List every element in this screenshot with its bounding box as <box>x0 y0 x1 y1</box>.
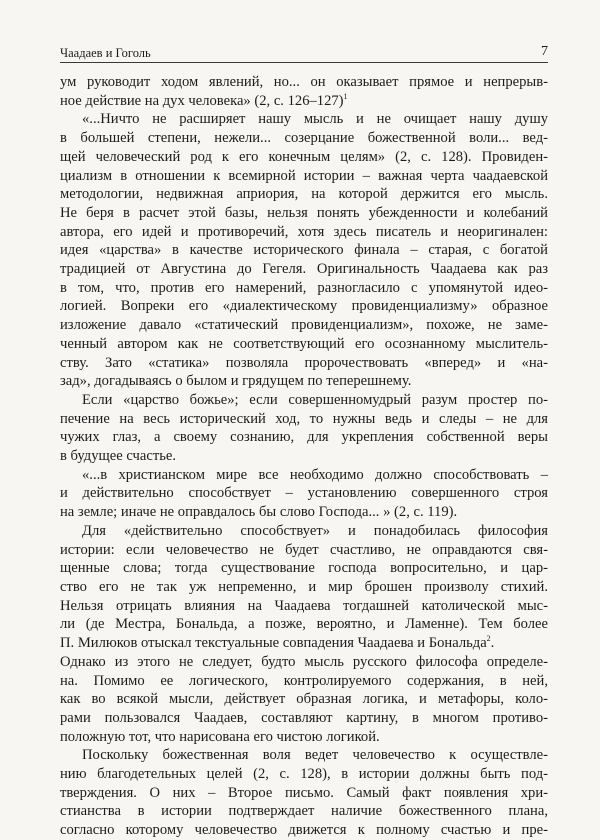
text-line <box>60 634 548 653</box>
text-line: логией. Вопреки его «диалектическому провиденциализму» образное <box>60 298 548 315</box>
text-line: согласно которому человечество движется к полному счастью и пре- <box>60 822 548 839</box>
paragraph-7 <box>60 746 548 840</box>
text-line: на. Помимо ее логического, контролируемого содержания, в ней, <box>60 672 548 689</box>
text-line: положную тот, что нарисована его чистою логикой. <box>60 728 380 745</box>
text-line: рами пользовался Чаадаев, составляют картину, в многом противо- <box>60 709 548 726</box>
text-line: ченный автором как не соответствующий его осознанному мыслитель- <box>60 335 548 352</box>
footnote-mark: 1 <box>343 91 348 101</box>
text-line: ум руководит ходом явлений, но... он оказывает прямое и непрерыв- <box>60 74 548 90</box>
text-line: «...в христианском мире все необходимо должно способствовать – <box>82 466 548 483</box>
text-line: традицией от Августина до Гегеля. Оригинальность Чаадаева как раз <box>60 261 548 278</box>
page-number: 7 <box>541 44 548 59</box>
text-line: идея «царства» в качестве исторического финала – старая, с богатой <box>60 242 548 259</box>
text-line: и действительно способствует – установлению совершенного строя <box>60 485 548 502</box>
text-line-content: П. Милюков отыскал текстуальные совпадения Чаадаева и Бональда <box>60 635 487 652</box>
paragraph-2 <box>60 110 548 391</box>
body-text <box>60 73 548 840</box>
page-header <box>60 44 548 64</box>
paragraph-6 <box>60 653 548 747</box>
text-line: изложение давало «статический провиденциализм», похоже, не заме- <box>60 317 548 334</box>
text-line: истории: если человечество не будет счастливо, не оправдаются свя- <box>60 541 548 558</box>
text-line: Однако из этого не следует, будто мысль русского философа определе- <box>60 653 548 670</box>
paragraph-4-quote <box>60 466 548 522</box>
text-line <box>60 92 548 111</box>
text-line-content: ное действие на дух человека» (2, с. 126–127) <box>60 92 344 109</box>
text-line: Не беря в расчет этой базы, нельзя понять убежденности и колебаний <box>60 204 548 221</box>
text-line: Поскольку божественная воля ведет человечество к осуществле- <box>82 747 548 764</box>
text-line: щенные слова; тогда существование господа вопросительно, и цар- <box>60 560 548 577</box>
text-line: автора, его идей и противоречий, хотя здесь писатель и неоригинален: <box>60 223 548 240</box>
text-line: ство его не так уж непременно, и мир брошен произволу стихий. <box>60 578 548 595</box>
text-line: методологии, недвижная априория, на которой держится его мысль. <box>60 186 548 203</box>
text-line: ству. Зато «статика» позволяла пророчествовать «вперед» и «на- <box>60 354 548 371</box>
text-line: щей человеческий род к его конечным целям» (2, с. 128). Провиден- <box>60 148 548 165</box>
text-line: зад», догадываясь о былом и грядущем по теперешнему. <box>60 373 412 390</box>
sentence-end: . <box>490 635 495 652</box>
text-line: тверждения. О них – Второе письмо. Самый факт появления хри- <box>60 784 548 801</box>
footnote-mark: 2 <box>486 634 491 644</box>
text-line: Если «царство божье»; если совершенномудрый разум простер по- <box>82 391 548 408</box>
paragraph-1 <box>60 73 548 110</box>
paragraph-3 <box>60 391 548 466</box>
text-line: чужих глаз, а своему сознанию, для укрепления собственной веры <box>60 429 548 446</box>
text-line: Для «действительно способствует» и понадобилась философия <box>82 522 548 539</box>
running-title: Чаадаев и Гоголь <box>60 46 151 60</box>
text-line: стианства в истории подтверждает наличие божественного плана, <box>60 803 548 820</box>
text-line: печение на весь исторический ход, то нужны ведь и следы – не для <box>60 410 548 427</box>
text-line: циализм в отношении к всемирной истории – важная черта чаадаевской <box>60 167 548 184</box>
text-line: нию благодетельных целей (2, с. 128), в истории должны быть под- <box>60 766 548 783</box>
paragraph-5 <box>60 522 548 653</box>
text-line: в большей степени, нежели... созерцание божественной воли... вед- <box>60 130 548 147</box>
text-line: ли (де Местра, Бональда, а позже, вероятно, и Ламенне). Тем более <box>60 616 548 633</box>
text-line: Нельзя отрицать влияния на Чаадаева тогдашней католической мыс- <box>60 597 548 614</box>
text-line: в будущее счастье. <box>60 448 176 465</box>
text-line: как во всякой мысли, действует образная логика, и метафоры, коло- <box>60 691 548 708</box>
header-rule <box>60 62 548 63</box>
text-line: на земле; иначе не оправдалось бы слово Господа... » (2, с. 119). <box>60 504 458 521</box>
text-line: в том, что, против его намерений, разногласило с упомянутой идео- <box>60 279 548 296</box>
text-line: «...Ничто не расширяет нашу мысль и не очищает нашу душу <box>82 111 548 128</box>
